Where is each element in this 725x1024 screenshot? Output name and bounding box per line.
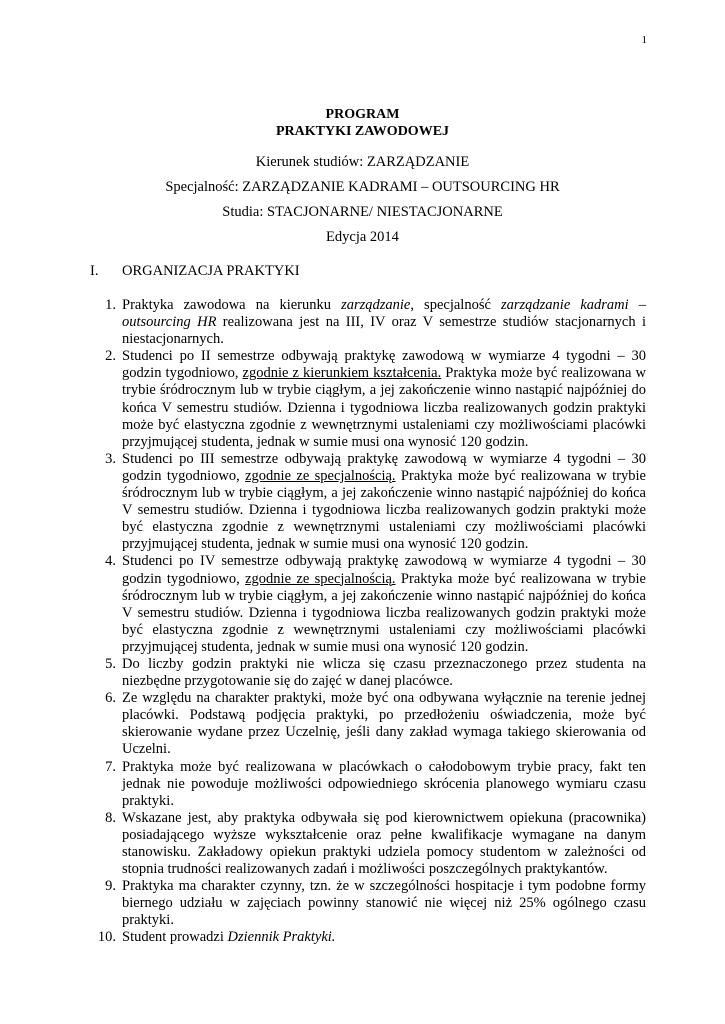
- list-item-number: 9.: [105, 878, 116, 895]
- text-run: , specjalność: [410, 297, 501, 313]
- list-item-text: Praktyka ma charakter czynny, tzn. że w szczególności hospitacje i tym podobne formy biernego udziału w zajęciach powinny stanowić nie więcej niż 25% ogólnego czasu praktyki.: [122, 878, 646, 929]
- list-item-text: [122, 348, 646, 451]
- list-item-number: 4.: [105, 553, 116, 570]
- list-item-text: [122, 929, 646, 946]
- italic-text: zarządzanie kadrami – outsourcing HR: [122, 297, 646, 331]
- text-run: Praktyka może być realizowana w trybie śródrocznym lub w trybie ciągłym, a jej zakończenie winno nastąpić najpóźniej do końca V semestru studiów. Dzienna i tygodniowa liczba realizowanych godzin praktyki może być elastyczna zgodnie z wewnętrznymi ustaleniami czy możliwościami placówki przyjmującej studenta, jednak w sumie musi ona wynosić 120 godzin.: [122, 365, 647, 450]
- underlined-text: zgodnie ze specjalnością.: [245, 570, 396, 587]
- text-run: Praktyka może być realizowana w trybie śródrocznym lub w trybie ciągłym, a jej zakończenie winno nastąpić najpóźniej do końca V semestru studiów. Dzienna i tygodniowa liczba realizowanych godzin praktyki może być elastyczna zgodnie z wewnętrznymi ustaleniami czy możliwościami placówki przyjmującej studenta, jednak w sumie musi ona wynosić 120 godzin.: [122, 570, 646, 655]
- list-item-text: [122, 553, 646, 656]
- list-item: [0, 929, 725, 946]
- list-item: [0, 348, 725, 451]
- list-item-text: [122, 297, 646, 348]
- list-item-number: 1.: [105, 297, 116, 313]
- list-item: [0, 759, 725, 810]
- title-line-2: PRAKTYKI ZAWODOWEJ: [275, 124, 450, 139]
- list-item: [0, 656, 725, 690]
- field-of-study: Kierunek studiów: ZARZĄDZANIE: [255, 154, 470, 170]
- text-run: Student prowadzi: [122, 929, 228, 946]
- text-run: Studenci po IV semestrze odbywają praktykę zawodową w wymiarze 4 tygodni – 30 godzin tygodniowo,: [122, 553, 646, 587]
- list-item: [0, 878, 725, 929]
- list-item: [0, 553, 725, 656]
- underlined-text: zgodnie z kierunkiem kształcenia.: [242, 365, 442, 382]
- numbered-list: [0, 297, 725, 947]
- title-line-1: PROGRAM: [325, 107, 400, 122]
- document-meta: [0, 154, 725, 254]
- text-run: Praktyka może być realizowana w trybie śródrocznym lub w trybie ciągłym, a jej zakończenie winno nastąpić najpóźniej do końca V semestru studiów. Dzienna i tygodniowa liczba realizowanych godzin praktyki może być elastyczna zgodnie z wewnętrznymi ustaleniami czy możliwościami placówki przyjmującej studenta, jednak w sumie musi ona wynosić 120 godzin.: [122, 467, 646, 553]
- list-item: [0, 690, 725, 758]
- list-item-text: Praktyka może być realizowana w placówkach o całodobowym trybie pracy, fakt ten jednak nie powoduje możliwości odpowiedniego skrócenia planowego wymiaru czasu praktyki.: [122, 758, 646, 809]
- list-item-text: [122, 451, 646, 554]
- list-item-number: 7.: [105, 758, 116, 775]
- list-item: [0, 451, 725, 554]
- list-item-text: Wskazane jest, aby praktyka odbywała się pod kierownictwem opiekuna (pracownika) posiadającego wyższe wykształcenie oraz pełne kwalifikacje wymagane na danym stanowisku. Zakładowy opiekun praktyki udziela pomocy studentom w zależności od stopnia trudności realizowanych zadań i możliwości poszczególnych praktykantów.: [122, 809, 646, 878]
- list-item-text: Ze względu na charakter praktyki, może być ona odbywana wyłącznie na terenie jednej placówki. Podstawą podjęcia praktyki, po przedłożeniu oświadczenia, może być skierowanie wydane przez Uczelnię, jeśli dany zakład wymaga takiego skierowania od Uczelni.: [122, 690, 646, 758]
- text-run: Praktyka zawodowa na kierunku: [122, 297, 342, 313]
- underlined-text: zgodnie ze specjalnością.: [245, 467, 396, 484]
- section-title: ORGANIZACJA PRAKTYKI: [122, 263, 300, 279]
- page-number: 1: [641, 34, 647, 46]
- list-item-text: Do liczby godzin praktyki nie wlicza się czasu przeznaczonego przez studenta na niezbędne przygotowanie się do zajęć w danej placówce.: [122, 655, 646, 690]
- section-number: I.: [90, 263, 99, 279]
- text-run: Studenci po III semestrze odbywają praktykę zawodową w wymiarze 4 tygodni – 30 godzin tygodniowo,: [122, 450, 646, 484]
- study-mode: Studia: STACJONARNE/ NIESTACJONARNE: [222, 204, 503, 220]
- specialization: Specjalność: ZARZĄDZANIE KADRAMI – OUTSOURCING HR: [165, 179, 560, 195]
- list-item: [0, 810, 725, 878]
- list-item-number: 6.: [105, 690, 116, 707]
- document-title: [0, 106, 725, 140]
- list-item-number: 8.: [105, 809, 116, 826]
- list-item-number: 10.: [97, 929, 116, 946]
- list-item-number: 3.: [105, 450, 116, 467]
- text-run: Studenci po II semestrze odbywają praktykę zawodową w wymiarze 4 tygodni – 30 godzin tygodniowo,: [122, 348, 646, 382]
- edition: Edycja 2014: [326, 229, 399, 245]
- italic-text: Dziennik Praktyki.: [227, 929, 336, 946]
- list-item-number: 2.: [105, 348, 116, 365]
- list-item: [0, 297, 725, 348]
- list-item-number: 5.: [105, 655, 116, 672]
- text-run: realizowana jest na III, IV oraz V semestrze studiów stacjonarnych i niestacjonarnych.: [122, 314, 646, 348]
- italic-text: zarządzanie: [341, 297, 411, 313]
